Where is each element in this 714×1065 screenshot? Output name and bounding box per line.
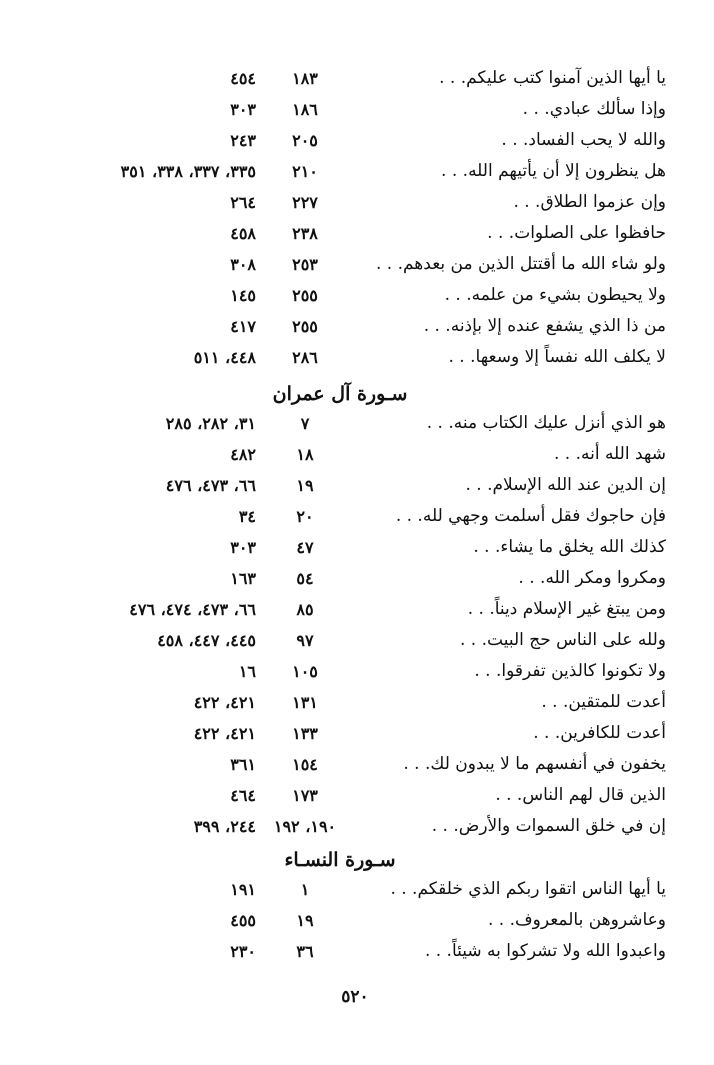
table-row [0,409,714,438]
page-number: ٥٢٠ [341,987,369,1007]
ayah-number: ٨٥ [296,600,314,619]
page-refs: ٣٠٨ [230,255,256,274]
verse-text: يا أيها الذين آمنوا كتب عليكم. . . [439,68,666,88]
table-row [0,595,714,624]
page-refs: ٤٢١، ٤٢٢ [193,693,256,712]
page-refs: ٤١٧ [230,317,256,336]
verse-text: واعبدوا الله ولا تشركوا به شيئاً. . . [424,941,666,961]
table-row [0,95,714,124]
page-refs: ٢٣٠ [230,942,256,961]
verse-text: إن الدين عند الله الإسلام. . . [465,475,666,495]
ayah-number: ٢٣٨ [292,224,318,243]
table-row [0,781,714,810]
ayah-number: ٢٢٧ [292,193,318,212]
ayah-number: ١٥٤ [292,755,318,774]
ayah-number: ١٨٦ [292,100,318,119]
verse-text: أعدت للمتقين. . . [541,692,666,712]
verse-text: هل ينظرون إلا أن يأتيهم الله. . . [441,161,666,181]
table-row [0,64,714,93]
table-row [0,157,714,186]
surah-title: سـورة النسـاء [284,849,396,871]
page-refs: ٣٦١ [230,755,256,774]
table-row [0,471,714,500]
table-row [0,502,714,531]
ayah-number: ١٣١ [292,693,318,712]
page-refs: ٤٥٥ [230,911,256,930]
verse-text: والله لا يحب الفساد. . . [501,130,666,150]
page-refs: ٤٢١، ٤٢٢ [193,724,256,743]
table-row [0,688,714,717]
verse-text: أعدت للكافرين. . . [533,723,666,743]
ayah-number: ١ [300,880,310,899]
page-refs: ٣٠٣ [230,100,256,119]
ayah-number: ٢٨٦ [292,348,318,367]
table-row [0,750,714,779]
table-row [0,719,714,748]
page-refs: ١٦ [238,662,256,681]
page-refs: ١٤٥ [230,286,256,305]
page-refs: ١٦٣ [230,569,256,588]
page-refs: ٣٤ [238,507,256,526]
page-refs: ٣١، ٢٨٢، ٢٨٥ [165,414,256,433]
verse-text: وإذا سألك عبادي. . . [522,99,666,119]
page-refs: ٣٠٣ [230,538,256,557]
ayah-number: ١٩ [296,911,314,930]
ayah-number: ٢٥٣ [292,255,318,274]
ayah-number: ٢١٠ [292,162,318,181]
table-row [0,533,714,562]
table-row [0,906,714,935]
ayah-number: ٥٤ [296,569,314,588]
verse-text: وعاشروهن بالمعروف. . . [487,910,666,930]
table-row [0,281,714,310]
verse-text: هو الذي أنزل عليك الكتاب منه. . . [426,413,666,433]
ayah-number: ١٧٣ [292,786,318,805]
table-row [0,312,714,341]
ayah-number: ١٨٣ [292,69,318,88]
ayah-number: ٢٥٥ [292,286,318,305]
verse-text: ومن يبتغ غير الإسلام ديناً. . . [467,599,666,619]
ayah-number: ٩٧ [296,631,314,650]
verse-text: إن في خلق السموات والأرض. . . [431,816,666,836]
ayah-number: ٢٠ [296,507,314,526]
verse-text: من ذا الذي يشفع عنده إلا بإذنه. . . [423,316,666,336]
table-row [0,343,714,372]
table-row [0,626,714,655]
verse-text: ولا يحيطون بشيء من علمه. . . [444,285,666,305]
table-row [0,219,714,248]
verse-text: ولا تكونوا كالذين تفرقوا. . . [474,661,666,681]
table-row [0,440,714,469]
table-row [0,875,714,904]
verse-text: ولله على الناس حج البيت. . . [459,630,666,650]
verse-text: يخفون في أنفسهم ما لا يبدون لك. . . [403,754,666,774]
verse-text: ولو شاء الله ما أقتتل الذين من بعدهم. . . [375,254,666,274]
ayah-number: ١٨ [296,445,314,464]
ayah-number: ٤٧ [296,538,314,557]
page-refs: ٤٥٨ [230,224,256,243]
table-row [0,657,714,686]
page-refs: ٤٥٤ [230,69,256,88]
table-row [0,188,714,217]
verse-text: لا يكلف الله نفساً إلا وسعها. . . [448,347,666,367]
verse-text: يا أيها الناس اتقوا ربكم الذي خلقكم. . . [390,879,666,899]
ayah-number: ٢٥٥ [292,317,318,336]
ayah-number: ٧ [300,414,310,433]
ayah-number: ١٠٥ [292,662,318,681]
page-refs: ٢٤٤، ٣٩٩ [193,817,256,836]
page-refs: ٤٨٢ [230,445,256,464]
page-refs: ٢٦٤ [230,193,256,212]
verse-text: وإن عزموا الطلاق. . . [513,192,666,212]
verse-text: شهد الله أنه. . . [553,444,666,464]
table-row [0,250,714,279]
ayah-number: ٢٠٥ [292,131,318,150]
page-refs: ٢٤٣ [230,131,256,150]
ayah-number: ١٩ [296,476,314,495]
table-row [0,126,714,155]
page-refs: ٤٤٥، ٤٤٧، ٤٥٨ [157,631,256,650]
table-row [0,812,714,841]
ayah-number: ١٣٣ [292,724,318,743]
page-refs: ٣٣٥، ٣٣٧، ٣٣٨، ٣٥١ [120,162,256,181]
ayah-number: ١٩٠، ١٩٢ [273,817,337,836]
table-row [0,937,714,966]
page-refs: ١٩١ [230,880,256,899]
verse-text: الذين قال لهم الناس. . . [495,785,666,805]
page-refs: ٤٤٨، ٥١١ [193,348,256,367]
surah-title: سـورة آل عمران [272,383,408,405]
page-refs: ٤٦٤ [230,786,256,805]
verse-text: كذلك الله يخلق ما يشاء. . . [473,537,666,557]
ayah-number: ٣٦ [296,942,314,961]
verse-text: حافظوا على الصلوات. . . [487,223,666,243]
verse-text: ومكروا ومكر الله. . . [518,568,666,588]
page-refs: ٦٦، ٤٧٣، ٤٧٤، ٤٧٦ [129,600,256,619]
verse-text: فإن حاجوك فقل أسلمت وجهي لله. . . [395,506,666,526]
table-row [0,564,714,593]
page-refs: ٦٦، ٤٧٣، ٤٧٦ [165,476,256,495]
